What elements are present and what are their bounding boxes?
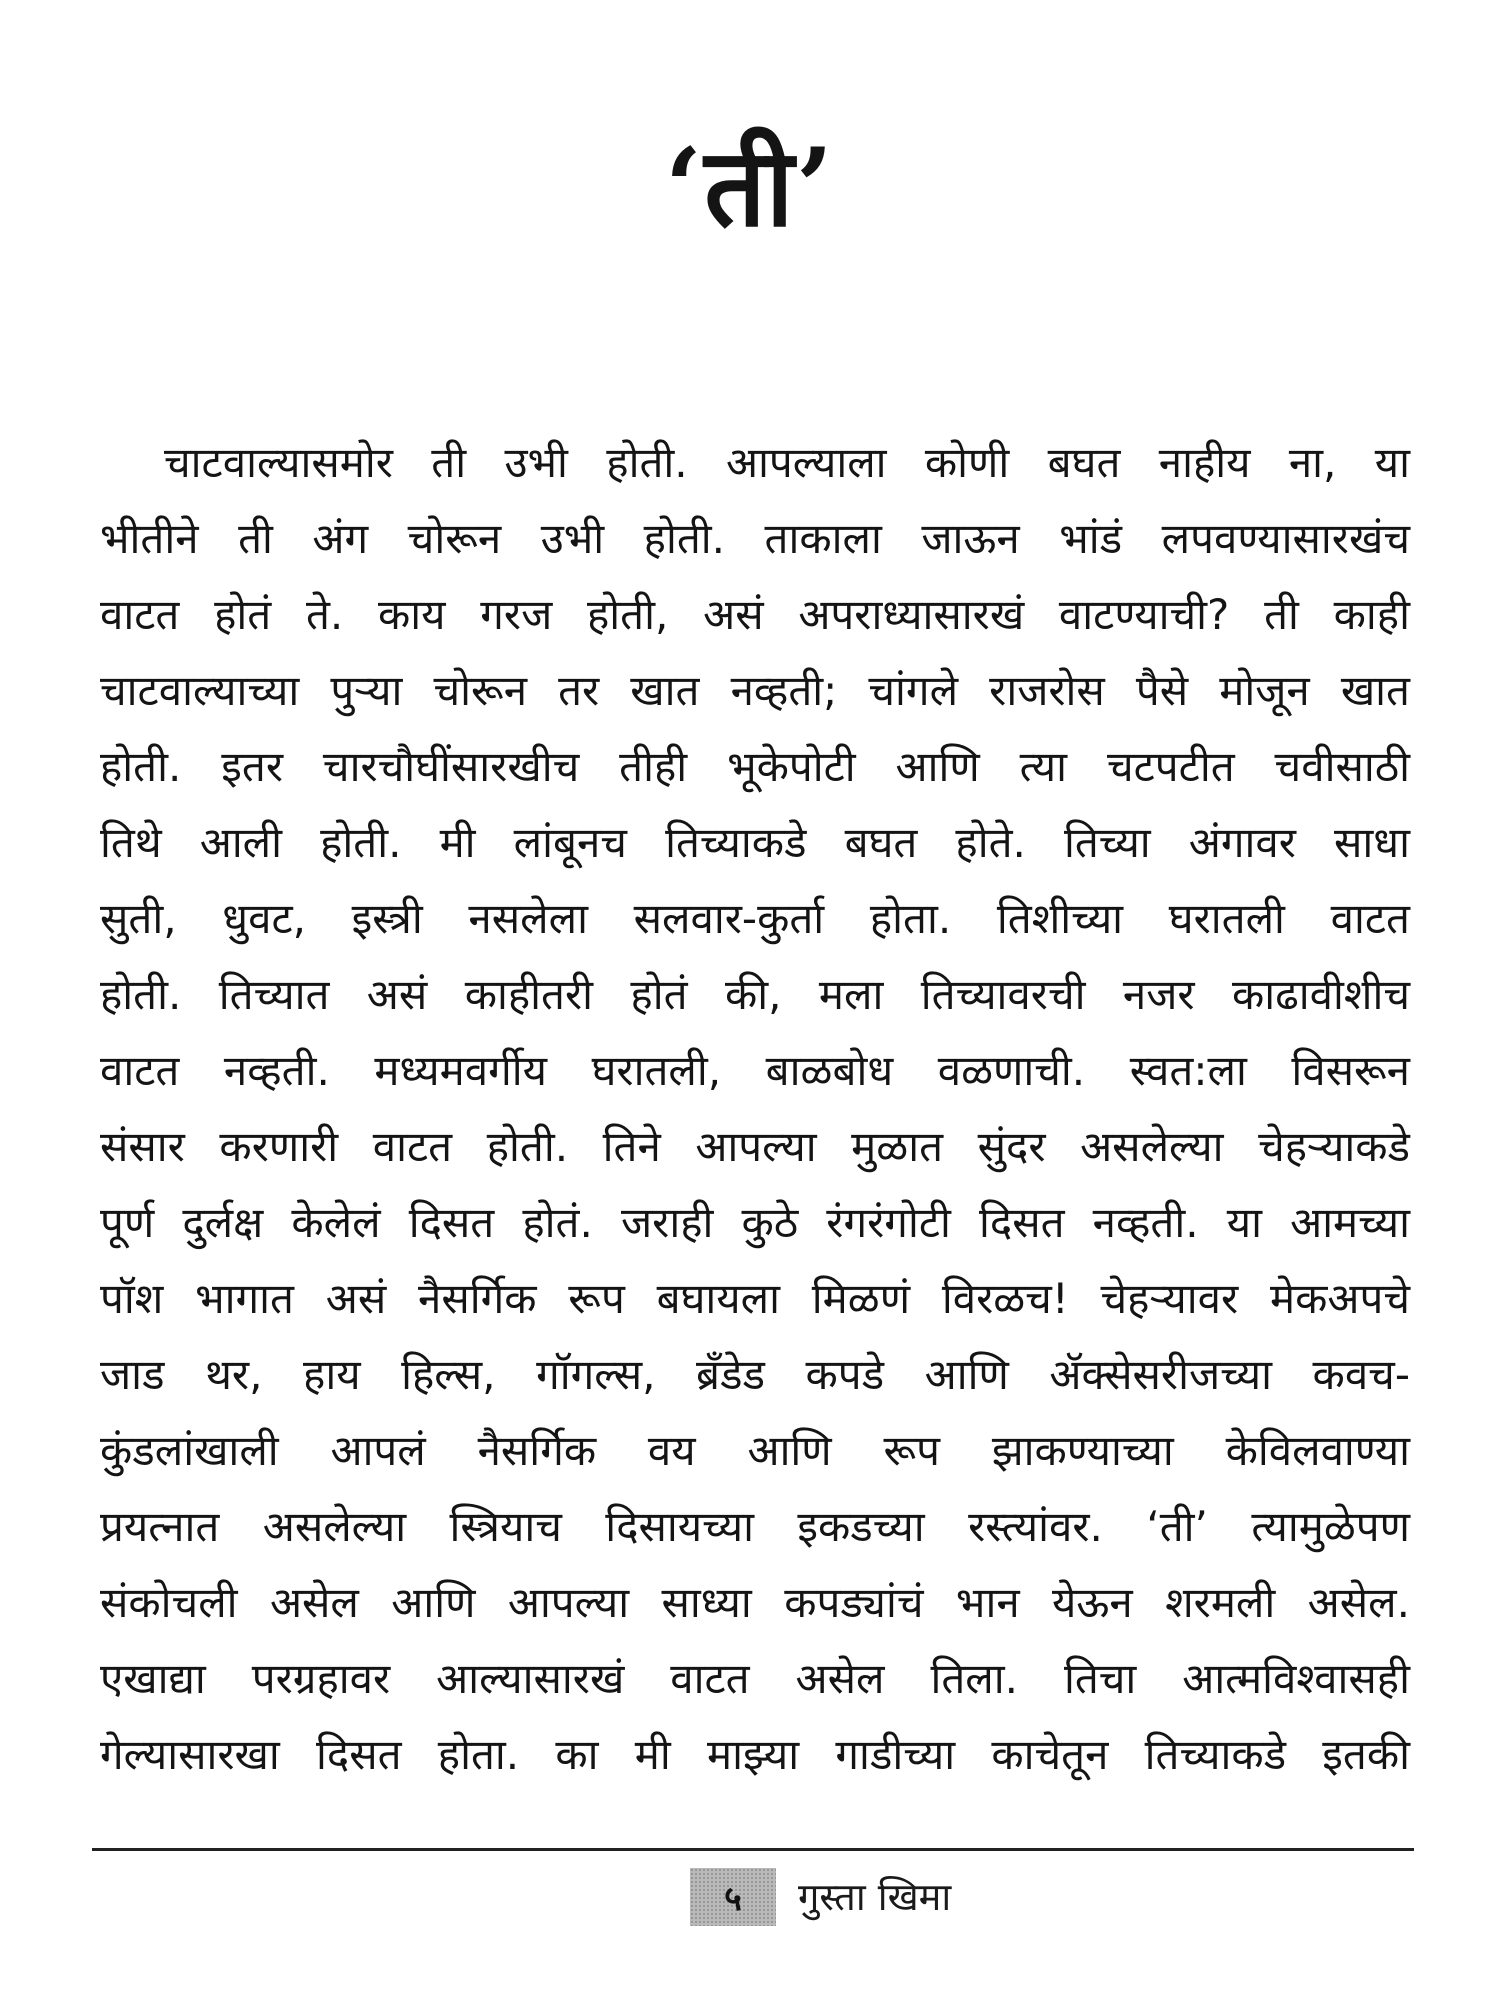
paragraph-line: होती. इतर चारचौघींसारखीच तीही भूकेपोटी आणि त्या चटपटीत चवीसाठी (100, 742, 1410, 791)
paragraph-line: वाटत नव्हती. मध्यमवर्गीय घरातली, बाळबोध वळणाची. स्वत:ला विसरून (100, 1046, 1410, 1095)
page-footer (690, 1868, 951, 1926)
page-number: ५ (690, 1868, 776, 1926)
paragraph-line: चाटवाल्याच्या पुऱ्या चोरून तर खात नव्हती; चांगले राजरोस पैसे मोजून खात (100, 666, 1410, 715)
paragraph-line: संकोचली असेल आणि आपल्या साध्या कपड्यांचं भान येऊन शरमली असेल. (100, 1578, 1410, 1627)
paragraph-line: कुंडलांखाली आपलं नैसर्गिक वय आणि रूप झाकण्याच्या केविलवाण्या (100, 1426, 1410, 1475)
paragraph-line: संसार करणारी वाटत होती. तिने आपल्या मुळात सुंदर असलेल्या चेहऱ्याकडे (100, 1122, 1410, 1171)
paragraph-line: गेल्यासारखा दिसत होता. का मी माझ्या गाडीच्या काचेतून तिच्याकडे इतकी (100, 1730, 1410, 1779)
paragraph-line: जाड थर, हाय हिल्स, गॉगल्स, ब्रँडेड कपडे आणि ॲक्सेसरीजच्या कवच- (100, 1350, 1410, 1399)
paragraph-line: भीतीने ती अंग चोरून उभी होती. ताकाला जाऊन भांडं लपवण्यासारखंच (100, 514, 1410, 563)
paragraph-line: होती. तिच्यात असं काहीतरी होतं की, मला तिच्यावरची नजर काढावीशीच (100, 970, 1410, 1019)
footer-divider (92, 1848, 1414, 1851)
paragraph-line: एखाद्या परग्रहावर आल्यासारखं वाटत असेल तिला. तिचा आत्मविश्वासही (100, 1654, 1410, 1703)
paragraph-line: पूर्ण दुर्लक्ष केलेलं दिसत होतं. जराही कुठे रंगरंगोटी दिसत नव्हती. या आमच्या (100, 1198, 1410, 1247)
running-book-title: गुस्ता खिमा (798, 1875, 952, 1919)
paragraph-line: चाटवाल्यासमोर ती उभी होती. आपल्याला कोणी बघत नाहीय ना, या (164, 438, 1410, 487)
body-paragraph (100, 425, 1410, 1793)
paragraph-line: वाटत होतं ते. काय गरज होती, असं अपराध्यासारखं वाटण्याची? ती काही (100, 590, 1410, 639)
paragraph-line: प्रयत्नात असलेल्या स्त्रियाच दिसायच्या इकडच्या रस्त्यांवर. ‘ती’ त्यामुळेपण (100, 1502, 1410, 1551)
paragraph-line: तिथे आली होती. मी लांबूनच तिच्याकडे बघत होते. तिच्या अंगावर साधा (100, 818, 1410, 867)
paragraph-line: सुती, धुवट, इस्त्री नसलेला सलवार-कुर्ता होता. तिशीच्या घरातली वाटत (100, 894, 1410, 943)
chapter-title: ‘ती’ (664, 125, 836, 251)
paragraph-line: पॉश भागात असं नैसर्गिक रूप बघायला मिळणं विरळच! चेहऱ्यावर मेकअपचे (100, 1274, 1410, 1323)
